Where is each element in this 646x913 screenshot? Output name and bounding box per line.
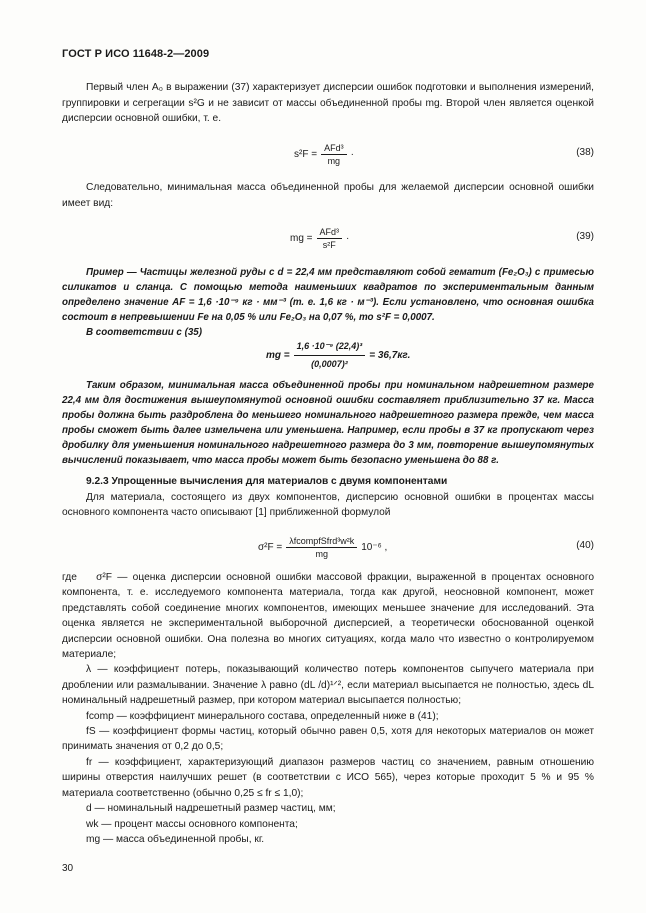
equation-number: (40): [576, 540, 594, 551]
equation-tail: ·: [350, 148, 354, 160]
fraction-numerator: AFd³: [321, 143, 347, 155]
where-label: где: [62, 572, 77, 583]
equation-tail: = 36,7кг.: [369, 349, 411, 361]
definition-item: fS — коэффициент формы частиц, который обычно равен 0,5, хотя для некоторых материалов он может принимать значения от 0,2 до 0,5;: [62, 726, 594, 753]
equation-lhs: s²F =: [294, 148, 318, 160]
fraction-denominator: (0,0007)²: [311, 358, 348, 369]
equation-lhs: mg =: [266, 349, 290, 361]
example-text: Пример — Частицы железной руды с d = 22,4 мм представляют собой гематит (Fe₂O₃) с примесью силикатов и сланца. С помощью метода наименьших квадратов по экспериментальным данным определено значение AF = 1,6 ·10⁻⁹ кг · мм⁻³ (т. е. 1,6 кг · м⁻³). Если установлено, что основная ошибка состоит в непревышении Fe на 0,05 % или Fe₂O₃ на 0,07 %, то s²F = 0,0007.: [62, 267, 594, 323]
equation-fraction: [294, 339, 366, 372]
definition-item: wk — процент массы основного компонента;: [86, 818, 298, 830]
definition-text: σ²F — оценка дисперсии основной ошибки массовой фракции, выраженной в процентах основного компонента, т. е. исследуемого компонента материала, тогда как другой, неосновной компонент, может представлять собой соединение многих компонентов, имеющих меньшее значение для исследований. Эта оценка является не экспериментальной выборочной дисперсией, а теоретически обоснованной оценкой дисперсии основной ошибки. Она полезна во многих ситуациях, когда мало что известно о контролируемом материале;: [62, 572, 594, 661]
fraction-numerator: 1,6 ·10⁻⁹ (22,4)³: [294, 339, 366, 356]
equation-lhs: mg =: [290, 232, 313, 244]
equation-40: [62, 530, 594, 564]
section-block: [62, 474, 594, 521]
paragraph-1: [62, 80, 594, 127]
according-text: В соответствии с (35): [86, 327, 202, 338]
definition-item: [62, 570, 594, 662]
paragraph-text: Следовательно, минимальная масса объединенной пробы для желаемой дисперсии основной ошибки имеет вид:: [62, 182, 594, 209]
equation-number: (39): [576, 231, 594, 242]
equation-fraction: [317, 227, 343, 250]
paragraph-2: [62, 180, 594, 211]
document-header: ГОСТ Р ИСО 11648-2—2009: [62, 48, 210, 60]
paragraph-text: Таким образом, минимальная масса объединенной пробы при номинальном надрешетном размере 22,4 мм для достижения вышеупомянутой основной ошибки составляет приблизительно 37 кг. Масса пробы должна быть раздроблена до меньшего номинального надрешетного размера прежде, чем масса пробы сможет быть далее измельчена или уменьшена. Например, если пробы в 37 кг пропускают через дробилку для уменьшения номинального надрешетного размера до 3 мм, повторение вышеупомянутых вычислений показывает, что масса пробы может быть безопасно уменьшена до 88 г.: [62, 380, 594, 466]
fraction-denominator: s²F: [322, 239, 336, 250]
section-heading: 9.2.3 Упрощенные вычисления для материалов с двумя компонентами: [86, 476, 448, 487]
fraction-denominator: mg: [327, 155, 341, 166]
paragraph-text: Для материала, состоящего из двух компонентов, дисперсию основной ошибки в процентах массы основного компонента часто описывают [1] приближенной формулой: [62, 491, 594, 519]
paragraph-text: Первый член A₀ в выражении (37) характеризует дисперсии ошибок подготовки и выполнения измерений, группировки и сегрегации s²G и не зависит от массы объединенной пробы mg. Второй член является оценкой дисперсии основной ошибки, т. е.: [62, 82, 594, 125]
definition-item: d — номинальный надрешетный размер частиц, мм;: [86, 803, 336, 815]
equation-tail: 10⁻⁶ ,: [361, 541, 388, 553]
equation-fraction: [286, 536, 357, 559]
fraction-numerator: AFd³: [317, 227, 343, 239]
fraction-numerator: λfcompfSfrd³w²k: [286, 536, 357, 548]
fraction-denominator: mg: [315, 548, 328, 559]
equation-fraction: [321, 143, 347, 166]
equation-number: (38): [576, 147, 594, 158]
definition-item: fr — коэффициент, характеризующий диапазон размеров частиц со значением, равным отношению ширины отверстия наилучших решет (в соответствии с ИСО 565), через которые проходит 5 % и 95 % материала соответственно (обычно 0,25 ≤ fr ≤ 1,0);: [62, 756, 594, 799]
page-number: 30: [62, 863, 74, 874]
equation-39: [62, 221, 594, 255]
definition-item: fcomp — коэффициент минерального состава, определенный ниже в (41);: [86, 710, 439, 722]
definition-item: mg — масса объединенной пробы, кг.: [86, 833, 265, 845]
equation-example: [62, 338, 594, 372]
equation-38: [62, 137, 594, 171]
paragraph-3: [62, 378, 594, 468]
equation-lhs: σ²F =: [258, 541, 283, 553]
example-block: [62, 265, 594, 340]
equation-tail: ·: [346, 232, 350, 244]
definition-item: λ — коэффициент потерь, показывающий количество потерь компонентов сыпучего материала при дроблении или размалывании. Значение λ равно (dL /d)¹ᐟ², если материал высыпается не полностью, здесь dL номинальный надрешетный размер, при котором материал высыпается полностью;: [62, 664, 594, 707]
definitions-list: [62, 570, 594, 847]
